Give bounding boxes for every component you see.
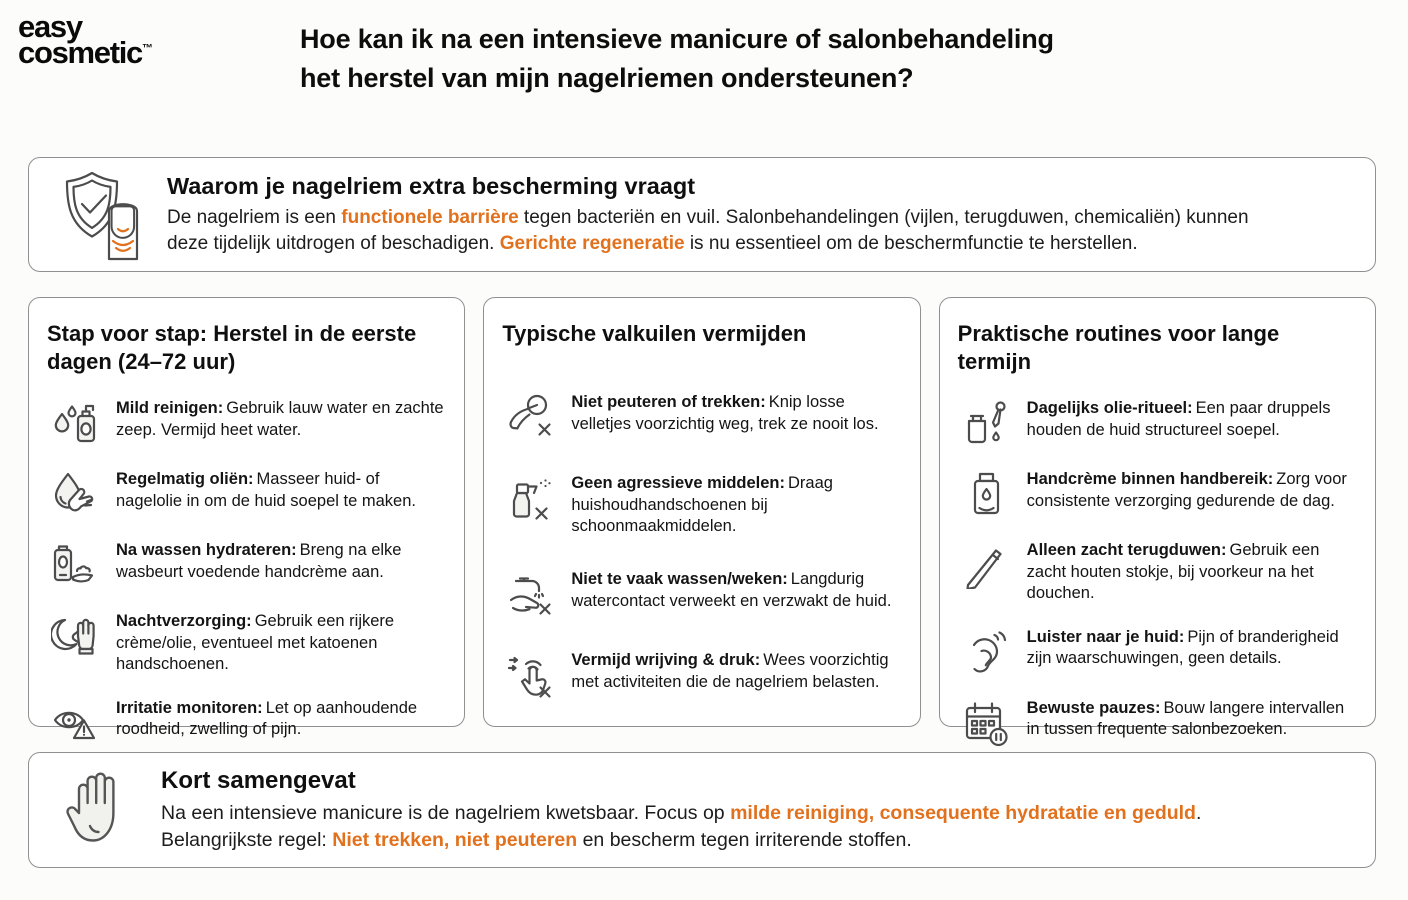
item-description: Gebruik een rijkere crème/olie, eventueel met katoenen handschoenen. xyxy=(116,612,395,674)
item-description: Bouw langere intervallen in tussen frequente salonbezoeken. xyxy=(1026,698,1345,739)
intro-text: De nagelriem is een functionele barrière tegen bacteriën en vuil. Salonbehandelingen (vijlen, terugduwen, chemicaliën) kunnen deze tijdelijk uitdrogen of beschadigen. Gerichte regeneratie is nu essentieel om de beschermfunctie te herstellen. xyxy=(167,207,1249,254)
stop-hand-icon xyxy=(61,767,131,853)
column-heading: Typische valkuilen vermijden xyxy=(502,321,807,346)
pitfall-item xyxy=(502,392,901,441)
item-label: Geen agressieve middelen: xyxy=(571,474,786,493)
item-description: Zorg voor consistente verzorging gedurende de dag. xyxy=(1026,470,1347,510)
cream-tube-icon xyxy=(958,469,1014,518)
wooden-stick-icon xyxy=(958,540,1014,589)
summary-text: Na een intensieve manicure is de nagelriem kwetsbaar. Focus op milde reiniging, consequente hydratatie en geduld. Belangrijkste regel: Niet trekken, niet peuteren en bescherm tegen irriterende stoffen. xyxy=(161,801,1202,851)
oil-drop-finger-icon xyxy=(47,469,103,518)
item-label: Niet te vaak wassen/weken: xyxy=(571,570,788,589)
item-label: Bewuste pauzes: xyxy=(1026,698,1161,717)
item-label: Luister naar je huid: xyxy=(1026,627,1185,646)
page-title-line2: het herstel van mijn nagelriemen ondersteunen? xyxy=(300,63,914,94)
item-description: Gebruik een zacht houten stokje, bij voorkeur na het douchen. xyxy=(1026,541,1320,603)
pitfall-item xyxy=(502,650,901,699)
item-description: Draag huishoudhandschoenen bij schoonmaakmiddelen. xyxy=(571,474,833,536)
calendar-pause-icon xyxy=(958,698,1014,747)
item-description: Masseer huid- of nagelolie in om de huid soepel te maken. xyxy=(116,470,416,510)
item-description: Een paar druppels houden de huid structureel soepel. xyxy=(1026,399,1331,439)
item-label: Mild reinigen: xyxy=(116,399,224,418)
plucking-hand-x-icon xyxy=(502,392,558,441)
column-card-routines xyxy=(939,297,1376,739)
item-label: Vermijd wrijving & druk: xyxy=(571,651,761,670)
routine-item xyxy=(958,540,1357,604)
columns-row xyxy=(28,297,1376,739)
item-description: Breng na elke wasbeurt voedende handcrème aan. xyxy=(116,541,402,581)
routine-item xyxy=(958,398,1357,447)
item-description: Langdurig watercontact verweekt en verzwakt de huid. xyxy=(571,570,892,610)
intro-heading: Waarom je nagelriem extra bescherming vraagt xyxy=(167,173,696,200)
pitfall-item xyxy=(502,473,901,537)
pressing-finger-x-icon xyxy=(502,650,558,699)
cream-tube-hand-icon xyxy=(47,540,103,589)
item-label: Alleen zacht terugduwen: xyxy=(1026,541,1227,560)
spray-bottle-x-icon xyxy=(502,473,558,522)
routine-item xyxy=(958,627,1357,676)
care-step-item xyxy=(47,540,446,589)
column-heading: Stap voor stap: Herstel in de eerste dagen (24–72 uur) xyxy=(47,321,417,375)
care-step-item xyxy=(47,698,446,747)
routine-item xyxy=(958,698,1357,747)
item-label: Regelmatig oliën: xyxy=(116,470,254,489)
washing-hands-x-icon xyxy=(502,569,558,618)
item-description: Gebruik lauw water en zachte zeep. Vermijd heet water. xyxy=(116,399,444,439)
page-title-line1: Hoe kan ik na een intensieve manicure of salonbehandeling xyxy=(300,24,1054,54)
page-title xyxy=(300,20,1054,99)
item-description: Pijn of branderigheid zijn waarschuwingen, geen details. xyxy=(1026,627,1339,668)
brand-logo-line1: easy xyxy=(18,9,82,44)
care-step-item xyxy=(47,398,446,447)
item-label: Niet peuteren of trekken: xyxy=(571,393,766,412)
summary-heading: Kort samengevat xyxy=(161,766,356,794)
column-card-pitfalls xyxy=(483,297,920,727)
shield-check-nail-icon xyxy=(47,167,151,263)
water-drops-soap-bottle-icon xyxy=(47,398,103,447)
item-description: Wees voorzichtig met activiteiten die de nagelriem belasten. xyxy=(571,651,889,691)
pitfall-item xyxy=(502,569,901,618)
item-label: Irritatie monitoren: xyxy=(116,698,263,717)
eye-warning-icon xyxy=(47,698,103,747)
item-description: Knip losse velletjes voorzichtig weg, trek ze nooit los. xyxy=(571,393,879,433)
routine-item xyxy=(958,469,1357,518)
care-step-item xyxy=(47,469,446,518)
brand-logo xyxy=(18,9,153,71)
brand-logo-line2: cosmetic xyxy=(18,35,142,71)
intro-card xyxy=(28,157,1376,272)
moon-glove-icon xyxy=(47,611,103,660)
column-card-first-days xyxy=(28,297,465,739)
care-step-item xyxy=(47,611,446,675)
item-label: Na wassen hydrateren: xyxy=(116,541,297,560)
dropper-bottle-icon xyxy=(958,398,1014,447)
trademark-symbol: ™ xyxy=(142,43,153,56)
item-description: Let op aanhoudende roodheid, zwelling of pijn. xyxy=(116,698,418,739)
summary-card xyxy=(28,752,1376,868)
item-label: Dagelijks olie-ritueel: xyxy=(1026,399,1193,418)
item-label: Handcrème binnen handbereik: xyxy=(1026,470,1274,489)
item-label: Nachtverzorging: xyxy=(116,612,252,631)
ear-icon xyxy=(958,627,1014,676)
column-heading: Praktische routines voor lange termijn xyxy=(957,321,1280,375)
